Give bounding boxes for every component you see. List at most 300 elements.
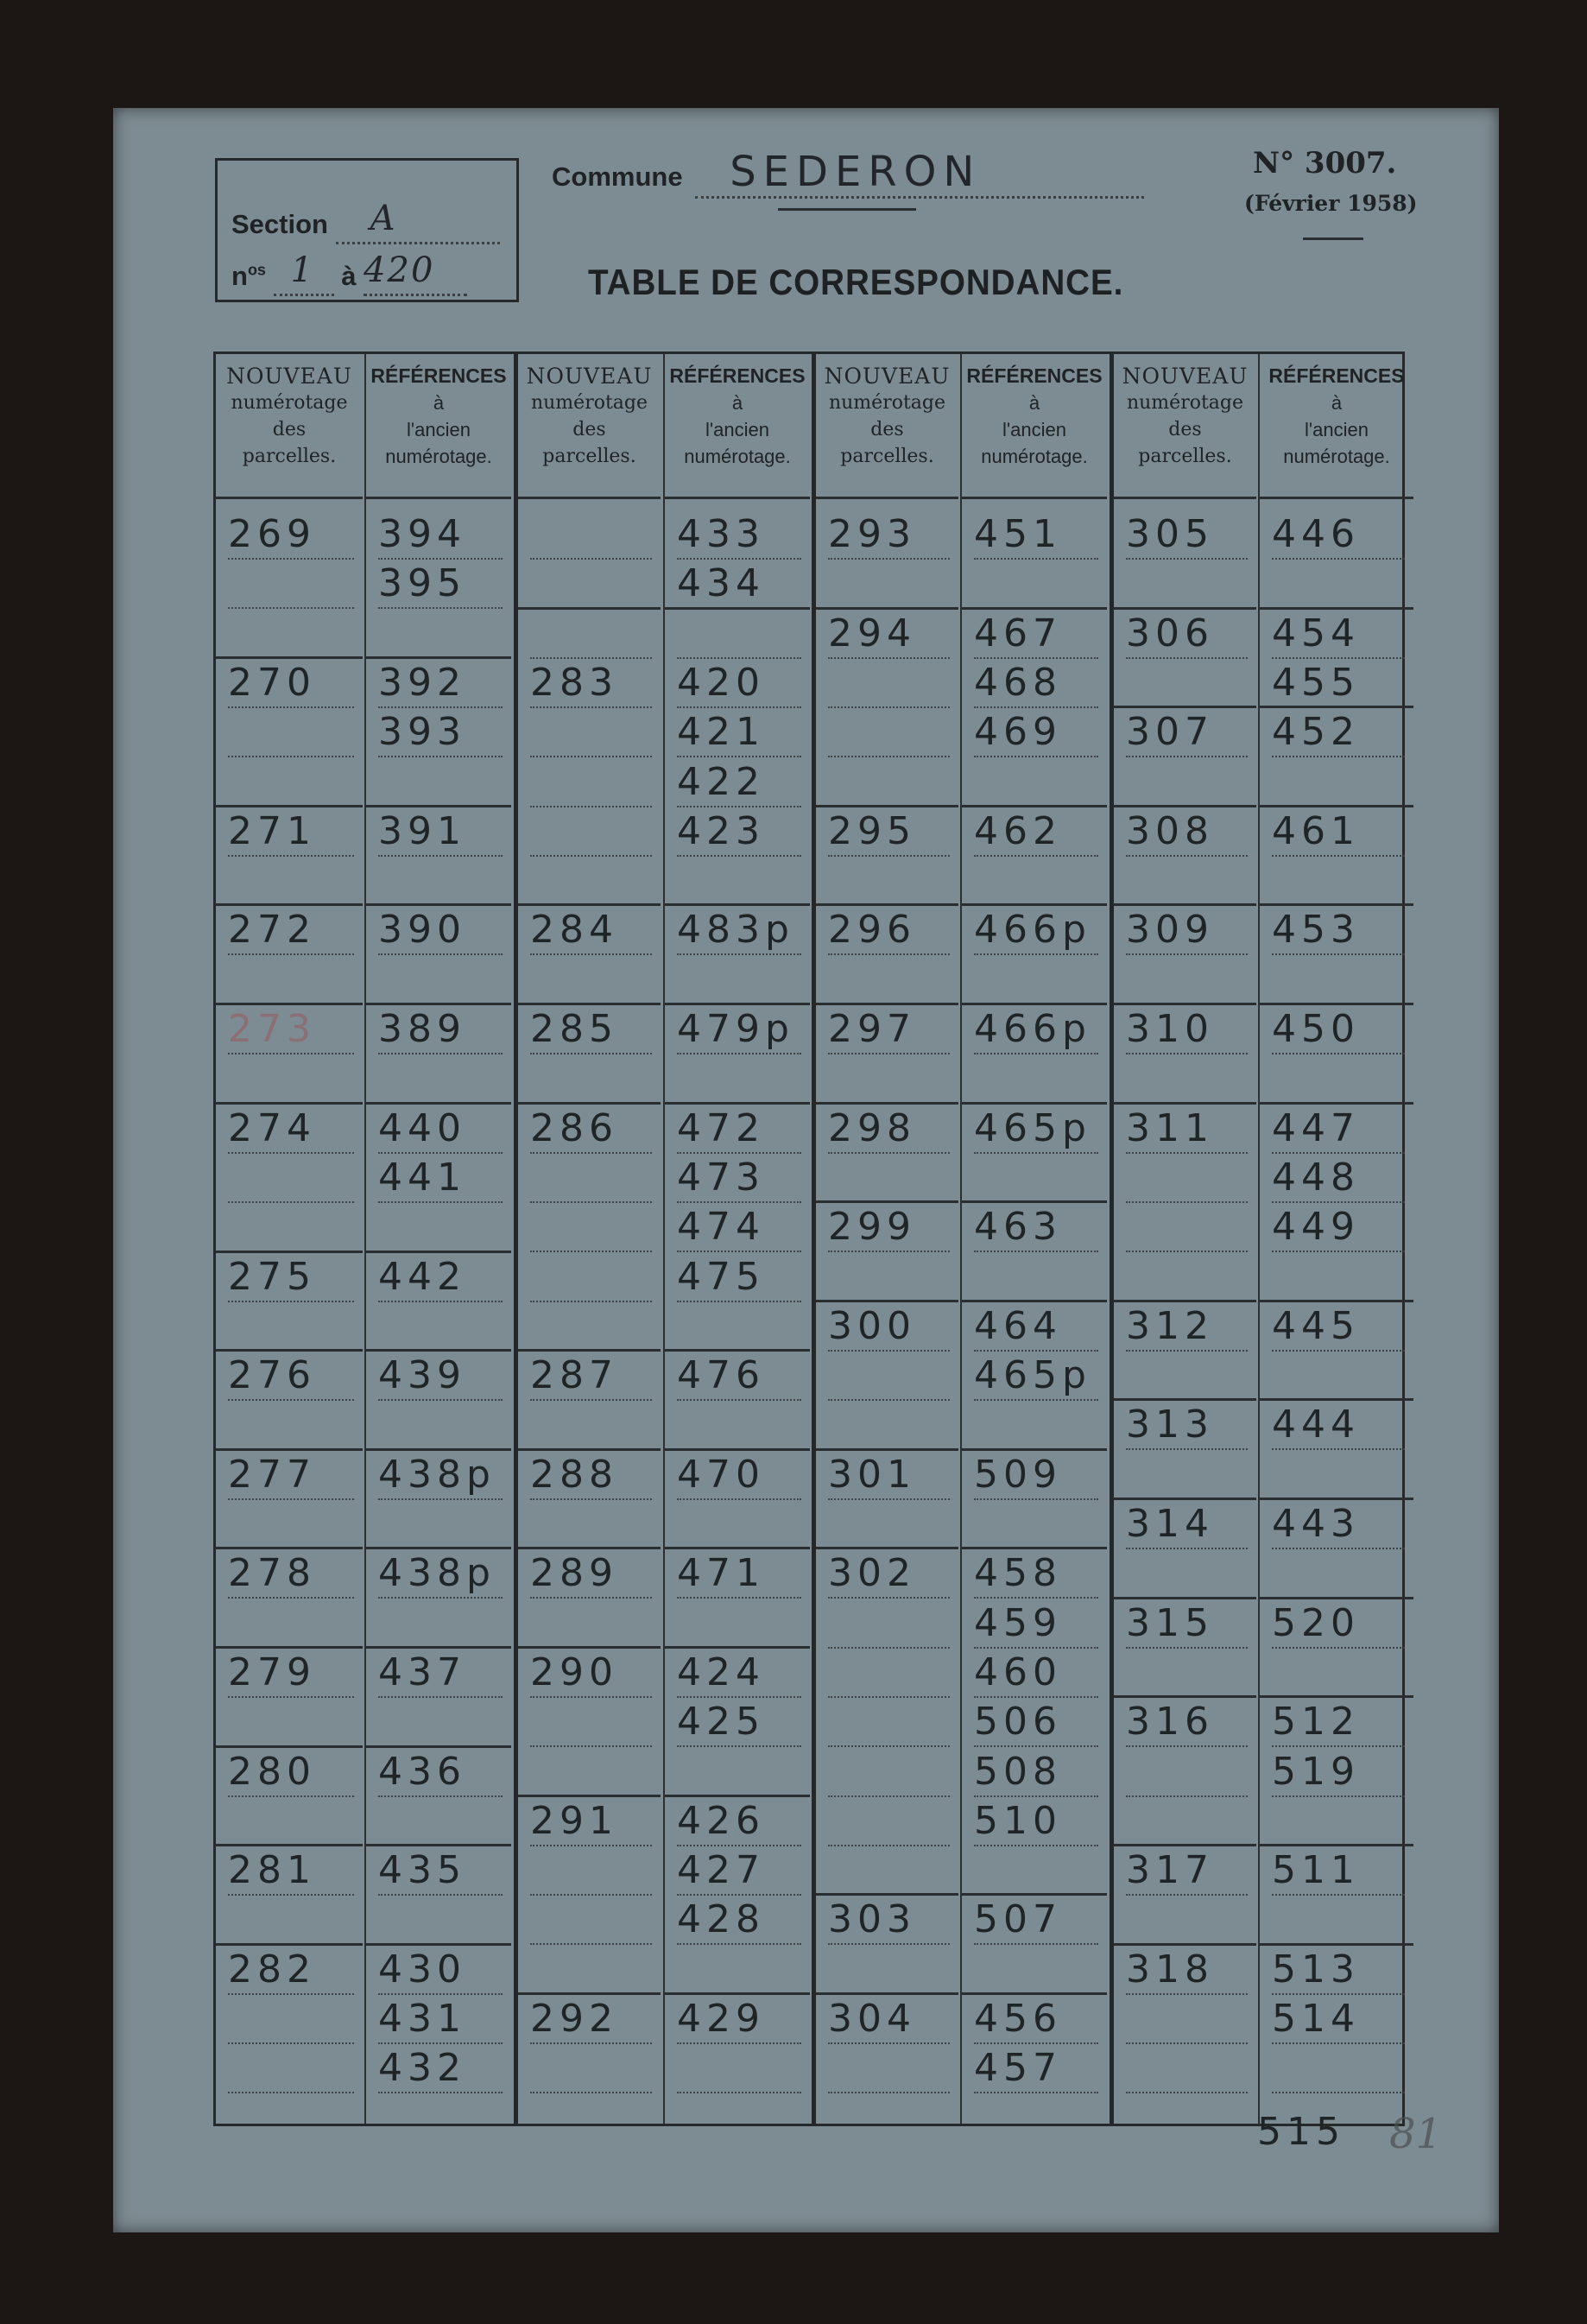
entry-separator — [816, 1200, 958, 1203]
table-cell: 438p — [378, 1548, 503, 1599]
entry-separator — [216, 1448, 363, 1451]
table-cell: 483p — [677, 905, 801, 955]
nos-to-value: 420 — [364, 250, 435, 290]
entry-separator — [518, 1102, 661, 1105]
table-cell: 287 — [530, 1351, 652, 1401]
entry-separator — [366, 1943, 511, 1946]
column-header-nouveau — [518, 363, 661, 492]
table-cell — [677, 1400, 801, 1450]
table-cell — [677, 1499, 801, 1549]
table-cell — [677, 955, 801, 1005]
entry-separator — [518, 1795, 661, 1797]
table-cell — [974, 1153, 1098, 1203]
table-cell: 272 — [228, 905, 354, 955]
table-cell: 282 — [228, 1945, 354, 1995]
table-cell: 438p — [378, 1450, 503, 1500]
table-cell: 448 — [1272, 1153, 1405, 1203]
entry-separator — [665, 1992, 810, 1995]
table-cell: 315 — [1126, 1599, 1248, 1649]
header-line: à — [731, 392, 743, 414]
table-cell — [974, 1400, 1098, 1450]
table-cell — [228, 1301, 354, 1352]
table-cell — [530, 1697, 652, 1747]
table-cell: 512 — [1272, 1697, 1405, 1747]
table-cell — [1126, 559, 1248, 609]
table-cell: 466p — [974, 1004, 1098, 1054]
table-cell: 302 — [828, 1548, 950, 1599]
nos-from-value: 1 — [290, 250, 315, 290]
header-line: l'ancien — [1305, 419, 1369, 440]
table-cell: 509 — [974, 1450, 1098, 1500]
table-cell: 454 — [1272, 609, 1405, 659]
table-cell — [530, 1846, 652, 1896]
table-cell — [530, 1301, 652, 1352]
table-cell: 277 — [228, 1450, 354, 1500]
table-cell — [228, 707, 354, 757]
entry-separator — [518, 1547, 661, 1549]
table-cell: 433 — [677, 510, 801, 560]
entry-separator — [518, 903, 661, 906]
table-cell: 474 — [677, 1202, 801, 1252]
table-cell — [974, 1252, 1098, 1302]
table-cell: 435 — [378, 1846, 503, 1896]
table-cell: 461 — [1272, 807, 1405, 857]
table-cell — [1272, 1548, 1405, 1599]
table-cell: 468 — [974, 658, 1098, 708]
table-cell — [974, 856, 1098, 906]
header-line: NOUVEAU — [526, 364, 653, 389]
table-cell: 508 — [974, 1747, 1098, 1797]
column-references-4 — [1258, 354, 1413, 2124]
table-cell: 273 — [228, 1004, 354, 1054]
table-cell: 471 — [677, 1548, 801, 1599]
table-cell — [1126, 1054, 1248, 1104]
table-cell — [530, 707, 652, 757]
table-cell — [974, 757, 1098, 807]
table-cell: 437 — [378, 1648, 503, 1698]
entry-separator — [216, 805, 363, 807]
table-cell: 450 — [1272, 1004, 1405, 1054]
table-cell — [378, 609, 503, 659]
table-cell: 283 — [530, 658, 652, 708]
table-cell — [828, 1054, 950, 1104]
column-header-nouveau — [1114, 363, 1256, 492]
table-cell — [1126, 1548, 1248, 1599]
entry-separator — [816, 607, 958, 610]
table-cell: 390 — [378, 905, 503, 955]
nos-from-field — [274, 250, 334, 296]
table-cell: 295 — [828, 807, 950, 857]
table-cell — [1126, 1153, 1248, 1203]
entry-separator — [665, 1102, 810, 1105]
entry-separator — [366, 903, 511, 906]
table-cell — [828, 1400, 950, 1450]
entry-separator — [816, 1448, 958, 1451]
table-cell — [1272, 559, 1405, 609]
entry-separator — [216, 1646, 363, 1649]
table-cell — [828, 1499, 950, 1549]
entry-separator — [816, 1893, 958, 1896]
table-cell — [1272, 1648, 1405, 1698]
entry-separator — [1114, 706, 1256, 708]
table-cell — [828, 955, 950, 1005]
table-cell — [530, 856, 652, 906]
entry-separator — [366, 1646, 511, 1649]
header-rule — [366, 497, 511, 499]
table-cell — [1272, 1895, 1405, 1945]
table-cell — [1272, 1450, 1405, 1500]
table-cell: 465p — [974, 1104, 1098, 1154]
entry-separator — [962, 903, 1107, 906]
table-cell: 317 — [1126, 1846, 1248, 1896]
entry-separator — [518, 1349, 661, 1352]
table-cell — [677, 856, 801, 906]
table-cell: 511 — [1272, 1846, 1405, 1896]
entry-separator — [1114, 1597, 1256, 1599]
table-cell: 455 — [1272, 658, 1405, 708]
table-cell: 434 — [677, 559, 801, 609]
entry-separator — [366, 1745, 511, 1748]
section-row — [231, 199, 500, 244]
header-line: numérotage — [1126, 392, 1244, 414]
table-cell — [828, 1747, 950, 1797]
entry-separator — [1114, 1398, 1256, 1401]
section-label: Section — [231, 209, 328, 239]
table-cell: 288 — [530, 1450, 652, 1500]
table-cell — [677, 1301, 801, 1352]
header-line: numérotage — [828, 392, 946, 414]
table-cell: 314 — [1126, 1499, 1248, 1549]
entry-separator — [665, 1003, 810, 1005]
table-cell — [1272, 757, 1405, 807]
table-cell: 280 — [228, 1747, 354, 1797]
table-cell — [1126, 1351, 1248, 1401]
table-cell: 276 — [228, 1351, 354, 1401]
header-line: numérotage. — [684, 446, 791, 467]
table-cell — [378, 1697, 503, 1747]
table-cell: 476 — [677, 1351, 801, 1401]
table-cell — [974, 1846, 1098, 1896]
table-cell — [1126, 856, 1248, 906]
table-cell: 426 — [677, 1796, 801, 1846]
entry-separator — [665, 1448, 810, 1451]
table-cell — [1126, 1450, 1248, 1500]
table-cell — [677, 609, 801, 659]
entry-separator — [1260, 607, 1413, 610]
entry-separator — [816, 1300, 958, 1302]
page-title: TABLE DE CORRESPONDANCE. — [588, 262, 1124, 302]
table-cell — [828, 559, 950, 609]
column-header-nouveau — [216, 363, 363, 492]
entry-separator — [1114, 607, 1256, 610]
table-cell: 510 — [974, 1796, 1098, 1846]
entry-separator — [216, 1102, 363, 1105]
table-cell — [228, 2043, 354, 2093]
table-cell: 290 — [530, 1648, 652, 1698]
entry-separator — [216, 1745, 363, 1748]
header-line: RÉFÉRENCES — [966, 364, 1103, 387]
margin-note: 81 — [1389, 2110, 1443, 2158]
commune-underline — [778, 208, 916, 211]
entry-separator — [216, 1003, 363, 1005]
table-cell — [228, 757, 354, 807]
entry-separator — [1114, 903, 1256, 906]
table-cell: 465p — [974, 1351, 1098, 1401]
entry-separator — [518, 1992, 661, 1995]
table-cell: 506 — [974, 1697, 1098, 1747]
table-cell: 392 — [378, 658, 503, 708]
header-rule — [1260, 497, 1413, 499]
table-cell — [1126, 757, 1248, 807]
entry-separator — [1114, 1102, 1256, 1105]
entry-separator — [216, 1349, 363, 1352]
entry-separator — [816, 1102, 958, 1105]
header-line: parcelles. — [840, 446, 934, 467]
entry-separator — [962, 1893, 1107, 1896]
table-cell — [1272, 1351, 1405, 1401]
entry-separator — [665, 607, 810, 610]
table-cell: 304 — [828, 1994, 950, 2044]
table-cell: 444 — [1272, 1400, 1405, 1450]
table-cell: 446 — [1272, 510, 1405, 560]
table-cell: 275 — [228, 1252, 354, 1302]
header-line: des — [870, 419, 904, 440]
entry-separator — [665, 1795, 810, 1797]
header-line: RÉFÉRENCES — [370, 364, 507, 387]
entry-separator — [962, 1003, 1107, 1005]
table-cell — [530, 609, 652, 659]
table-cell — [378, 757, 503, 807]
table-cell — [974, 1054, 1098, 1104]
overflow-value: 515 — [1257, 2110, 1345, 2154]
header-rule — [816, 497, 958, 499]
table-cell — [530, 1499, 652, 1549]
table-cell — [378, 1054, 503, 1104]
column-nouveau-4 — [1110, 354, 1256, 2124]
entry-separator — [366, 1349, 511, 1352]
header-line: RÉFÉRENCES — [669, 364, 806, 387]
table-cell: 460 — [974, 1648, 1098, 1698]
entry-separator — [1260, 1597, 1413, 1599]
header-rule — [216, 497, 363, 499]
table-cell — [228, 1400, 354, 1450]
entry-separator — [216, 903, 363, 906]
table-cell — [530, 1252, 652, 1302]
table-cell — [228, 1499, 354, 1549]
table-cell — [228, 1796, 354, 1846]
table-cell: 441 — [378, 1153, 503, 1203]
table-cell — [1272, 955, 1405, 1005]
table-cell: 284 — [530, 905, 652, 955]
table-cell — [378, 1301, 503, 1352]
table-cell: 473 — [677, 1153, 801, 1203]
table-cell — [228, 1202, 354, 1252]
table-cell — [228, 1895, 354, 1945]
header-line: numérotage. — [385, 446, 492, 467]
table-cell — [828, 1648, 950, 1698]
commune-field — [695, 148, 1144, 199]
entry-separator — [216, 1547, 363, 1549]
table-cell — [530, 955, 652, 1005]
column-header-references — [366, 363, 511, 492]
table-cell — [228, 1054, 354, 1104]
table-cell — [530, 1153, 652, 1203]
table-cell — [828, 1945, 950, 1995]
header-rule — [1114, 497, 1256, 499]
table-cell: 463 — [974, 1202, 1098, 1252]
table-cell — [828, 2043, 950, 2093]
column-nouveau-1 — [216, 354, 363, 2124]
table-cell: 294 — [828, 609, 950, 659]
table-cell — [530, 1054, 652, 1104]
entry-separator — [518, 1448, 661, 1451]
entry-separator — [665, 1646, 810, 1649]
entry-separator — [962, 805, 1107, 807]
table-cell: 292 — [530, 1994, 652, 2044]
header-line: NOUVEAU — [226, 364, 352, 389]
table-cell: 285 — [530, 1004, 652, 1054]
table-cell: 389 — [378, 1004, 503, 1054]
table-cell: 440 — [378, 1104, 503, 1154]
table-cell: 464 — [974, 1301, 1098, 1352]
table-cell — [974, 1499, 1098, 1549]
header-line: parcelles. — [242, 446, 337, 467]
table-cell — [1126, 2043, 1248, 2093]
table-cell: 472 — [677, 1104, 801, 1154]
table-cell — [228, 856, 354, 906]
table-cell — [1272, 856, 1405, 906]
column-header-nouveau — [816, 363, 958, 492]
entry-separator — [665, 903, 810, 906]
table-cell — [378, 856, 503, 906]
table-cell: 279 — [228, 1648, 354, 1698]
nos-to-label: à — [341, 261, 357, 291]
table-cell — [1126, 955, 1248, 1005]
table-cell: 479p — [677, 1004, 801, 1054]
entry-separator — [1260, 1498, 1413, 1500]
table-cell: 297 — [828, 1004, 950, 1054]
table-cell: 469 — [974, 707, 1098, 757]
table-cell — [1126, 1747, 1248, 1797]
entry-separator — [816, 1547, 958, 1549]
entry-separator — [366, 1844, 511, 1846]
entry-separator — [1114, 805, 1256, 807]
table-cell — [378, 955, 503, 1005]
entry-separator — [962, 607, 1107, 610]
entry-separator — [962, 1547, 1107, 1549]
entry-separator — [366, 1003, 511, 1005]
table-cell — [828, 1153, 950, 1203]
table-cell: 466p — [974, 905, 1098, 955]
table-cell — [828, 1846, 950, 1896]
table-cell — [677, 1945, 801, 1995]
entry-separator — [1260, 903, 1413, 906]
table-cell: 422 — [677, 757, 801, 807]
table-cell — [378, 1599, 503, 1649]
header-line: à — [1028, 392, 1040, 414]
table-cell — [228, 609, 354, 659]
table-cell: 286 — [530, 1104, 652, 1154]
table-cell: 298 — [828, 1104, 950, 1154]
nos-label: n — [231, 261, 248, 291]
table-cell: 430 — [378, 1945, 503, 1995]
table-cell: 439 — [378, 1351, 503, 1401]
column-references-2 — [663, 354, 810, 2124]
entry-separator — [1260, 1300, 1413, 1302]
table-cell — [677, 2043, 801, 2093]
entry-separator — [1114, 1300, 1256, 1302]
table-cell: 453 — [1272, 905, 1405, 955]
table-cell: 394 — [378, 510, 503, 560]
table-cell — [828, 856, 950, 906]
commune-value: SEDERON — [730, 148, 982, 196]
table-cell — [1126, 1252, 1248, 1302]
header-line: numérotage. — [1283, 446, 1390, 467]
entry-separator — [216, 1251, 363, 1253]
table-cell — [828, 658, 950, 708]
entry-separator — [816, 903, 958, 906]
table-cell: 442 — [378, 1252, 503, 1302]
header-rule — [665, 497, 810, 499]
table-cell — [974, 1945, 1098, 1995]
table-cell: 312 — [1126, 1301, 1248, 1352]
table-cell — [1126, 1202, 1248, 1252]
table-cell — [1272, 1252, 1405, 1302]
entry-separator — [962, 1992, 1107, 1995]
table-cell — [1272, 2043, 1405, 2093]
numbers-row — [231, 250, 467, 296]
table-cell: 299 — [828, 1202, 950, 1252]
entry-separator — [665, 1349, 810, 1352]
table-cell: 281 — [228, 1846, 354, 1896]
table-cell: 313 — [1126, 1400, 1248, 1450]
commune-label: Commune — [552, 161, 683, 192]
entry-separator — [1260, 1003, 1413, 1005]
table-cell: 443 — [1272, 1499, 1405, 1549]
entry-separator — [1114, 1844, 1256, 1846]
table-cell — [530, 1599, 652, 1649]
table-cell: 520 — [1272, 1599, 1405, 1649]
entry-separator — [962, 1102, 1107, 1105]
entry-separator — [216, 1943, 363, 1946]
header-line: à — [433, 392, 445, 414]
column-nouveau-2 — [514, 354, 661, 2124]
table-cell: 291 — [530, 1796, 652, 1846]
table-cell — [530, 1747, 652, 1797]
table-cell: 436 — [378, 1747, 503, 1797]
entry-separator — [1260, 1844, 1413, 1846]
header-line: à — [1331, 392, 1343, 414]
entry-separator — [1114, 1695, 1256, 1698]
table-cell — [1126, 1648, 1248, 1698]
table-cell: 507 — [974, 1895, 1098, 1945]
table-cell: 311 — [1126, 1104, 1248, 1154]
table-cell — [1126, 1994, 1248, 2044]
table-cell: 514 — [1272, 1994, 1405, 2044]
table-cell: 519 — [1272, 1747, 1405, 1797]
column-nouveau-3 — [812, 354, 958, 2124]
entry-separator — [216, 656, 363, 659]
entry-separator — [366, 805, 511, 807]
table-cell: 393 — [378, 707, 503, 757]
table-cell — [530, 559, 652, 609]
table-cell — [378, 1796, 503, 1846]
table-cell: 318 — [1126, 1945, 1248, 1995]
table-cell — [530, 2043, 652, 2093]
header-line: NOUVEAU — [1122, 364, 1249, 389]
header-line: parcelles. — [542, 446, 636, 467]
document-number: N° 3007. — [1253, 146, 1397, 180]
